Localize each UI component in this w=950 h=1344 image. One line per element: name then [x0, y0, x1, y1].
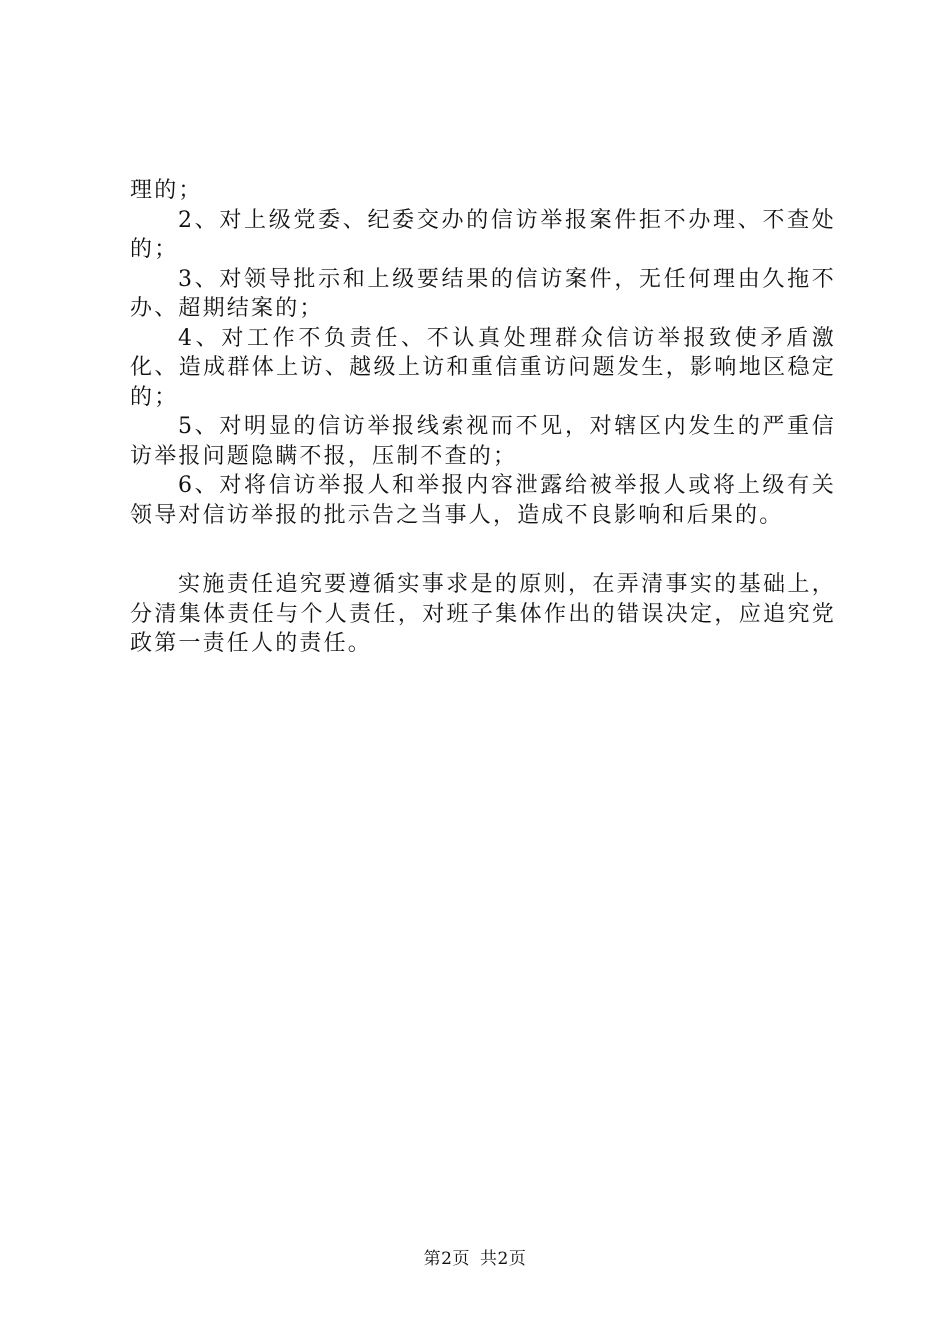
page-total: 共2页 [480, 1249, 527, 1269]
paragraph-principle: 实施责任追究要遵循实事求是的原则，在弄清事实的基础上，分清集体责任与个人责任，对班子集体作出的错误决定，应追究党政第一责任人的责任。 [130, 572, 836, 656]
paragraph-spacer [130, 530, 836, 570]
page-number: 第2页 [423, 1249, 470, 1269]
paragraph-continuation: 理的； [130, 178, 203, 203]
paragraph-item-3: 3、对领导批示和上级要结果的信访案件，无任何理由久拖不办、超期结案的； [130, 266, 836, 321]
paragraph-item-4: 4、对工作不负责任、不认真处理群众信访举报致使矛盾激化、造成群体上访、越级上访和重信重访问题发生，影响地区稳定的； [130, 325, 836, 410]
paragraph-item-5: 5、对明显的信访举报线索视而不见，对辖区内发生的严重信访举报问题隐瞒不报，压制不查的； [130, 414, 836, 469]
paragraph-item-6: 6、对将信访举报人和举报内容泄露给被举报人或将上级有关领导对信访举报的批示告之当事人，造成不良影响和后果的。 [130, 473, 836, 528]
document-body [130, 176, 836, 659]
page-footer [0, 1244, 950, 1269]
paragraph-item-2: 2、对上级党委、纪委交办的信访举报案件拒不办理、不查处的； [130, 207, 836, 262]
